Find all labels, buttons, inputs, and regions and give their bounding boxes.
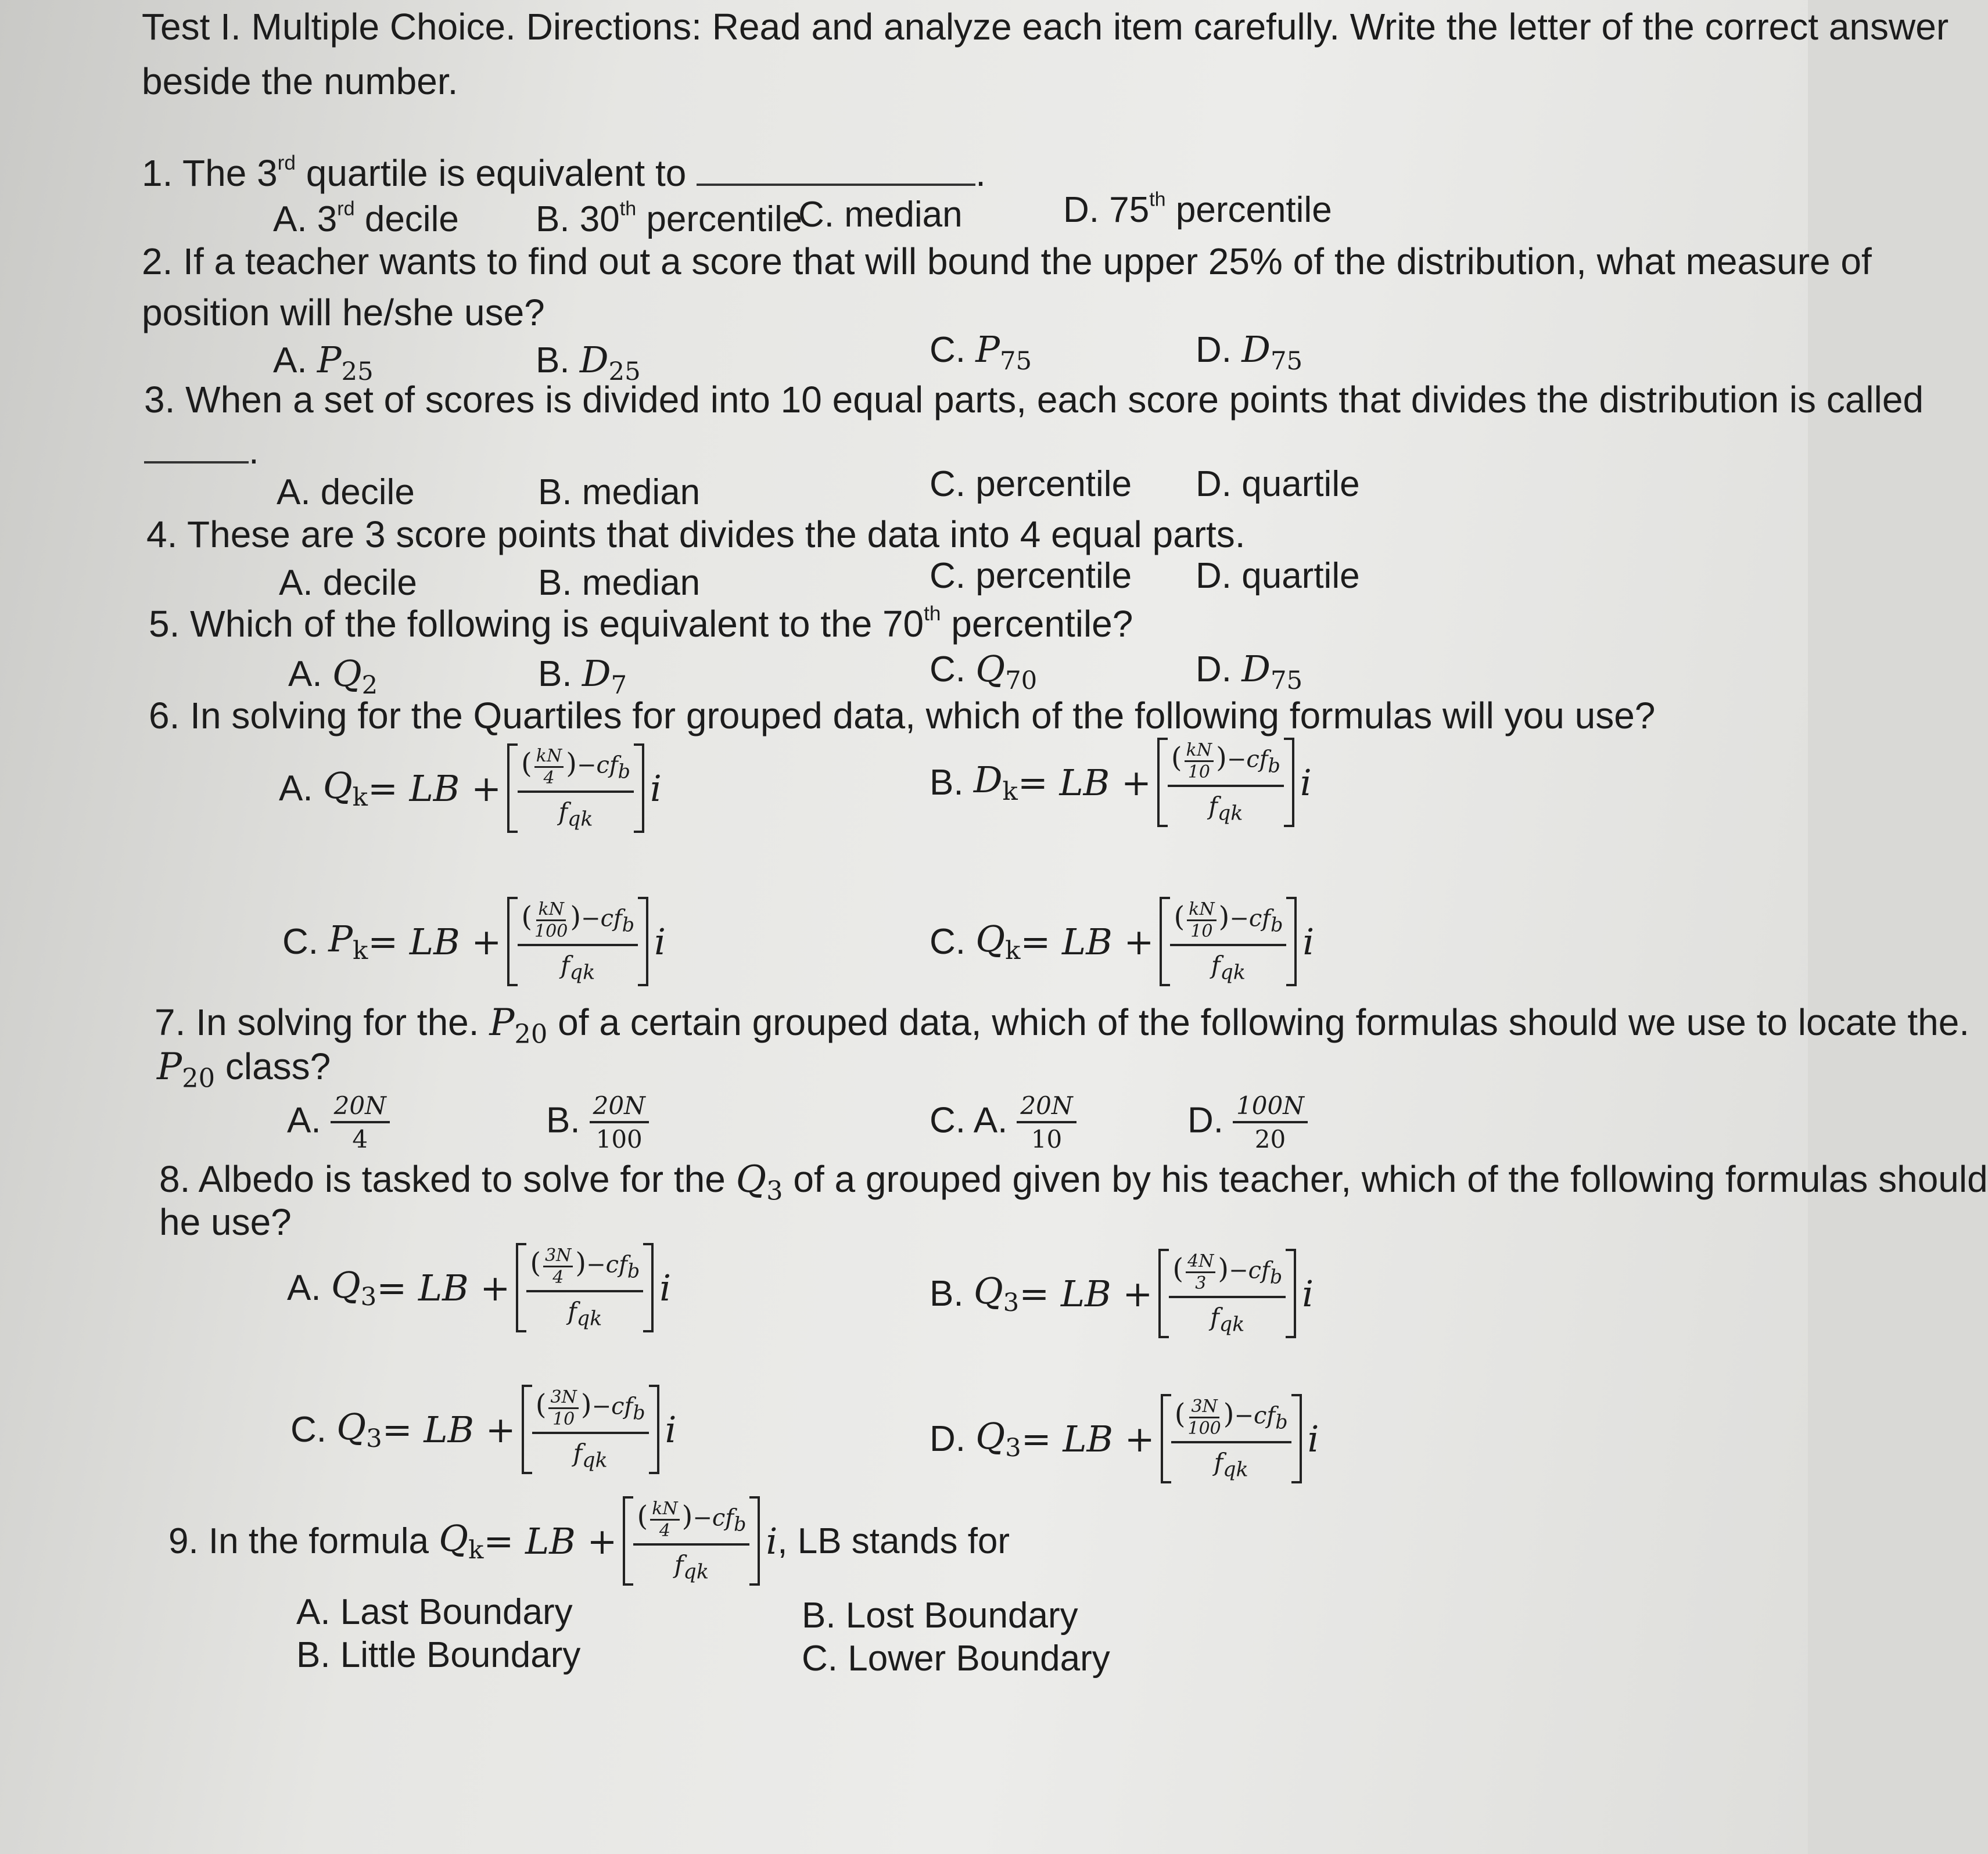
answer-blank: [697, 154, 975, 186]
q6-formula-c: C. $P_k$ = LB + ( $\frac{kN}{100}$ )$-cf_b$ $f_{qk}$ i: [282, 897, 666, 986]
q8-formula-b: B. $Q_3$ = LB + ( $\frac{4N}{3}$ )$-cf_b$ $f_{qk}$ i: [930, 1249, 1314, 1338]
q9-option-b-lost: B. Lost Boundary: [802, 1596, 1078, 1636]
q5-option-a: A. $Q_2$: [288, 652, 378, 700]
question-3-line-1: 3. When a set of scores is divided into 10 equal parts, each score points that divides the distribution is called: [144, 379, 1924, 421]
answer-blank: [144, 432, 249, 464]
question-1: 1. The 3rd quartile is equivalent to .: [142, 151, 986, 194]
q2-option-a: A. $P_{25}$: [273, 339, 374, 387]
q8-formula-c: C. $Q_3$ = LB + ( $\frac{3N}{10}$ )$-cf_b$ $f_{qk}$ i: [290, 1385, 676, 1474]
question-2-line-2: position will he/she use?: [142, 292, 545, 333]
question-9: 9. In the formula $Q_k$ = LB + ( $\frac{kN}{4}$ )$-cf_b$ $f_{qk}$ i , LB stands for: [168, 1496, 1010, 1586]
q7-option-a: A. $\frac{20N}{4}$: [287, 1092, 390, 1154]
q1-option-a: A. 3rd decile: [273, 197, 459, 239]
q9-option-a: A. Last Boundary: [296, 1592, 573, 1632]
q4-option-b: B. median: [538, 563, 701, 603]
q6-formula-a: A. $Q_k$ = LB + ( $\frac{kN}{4}$ )$-cf_b$ $f_{qk}$ i: [279, 743, 662, 833]
q3-option-d: D. quartile: [1196, 464, 1360, 504]
q3-option-b: B. median: [538, 472, 701, 512]
q8-formula-a: A. $Q_3$ = LB + ( $\frac{3N}{4}$ )$-cf_b$ $f_{qk}$ i: [287, 1243, 671, 1332]
question-6: 6. In solving for the Quartiles for grouped data, which of the following formulas will you use?: [149, 695, 1656, 736]
q2-option-c: C. $P_{75}$: [930, 328, 1032, 376]
q1-option-c: C. median: [798, 195, 963, 235]
q1-option-b: B. 30th percentile: [536, 197, 803, 239]
q4-option-c: C. percentile: [930, 556, 1132, 596]
q6-formula-b: B. $D_k$ = LB + ( $\frac{kN}{10}$ )$-cf_b$ $f_{qk}$ i: [930, 738, 1312, 827]
q3-option-a: A. decile: [277, 472, 415, 512]
directions-line-2: beside the number.: [142, 60, 458, 102]
q1-option-d: D. 75th percentile: [1063, 188, 1332, 230]
q6-formula-d: C. $Q_k$ = LB + ( $\frac{kN}{10}$ )$-cf_b$ $f_{qk}$ i: [930, 897, 1314, 986]
question-5: 5. Which of the following is equivalent to the 70th percentile?: [149, 602, 1133, 645]
q5-option-d: D. $D_{75}$: [1196, 648, 1303, 696]
question-2-line-1: 2. If a teacher wants to find out a score that will bound the upper 25% of the distribution, what measure of: [142, 240, 1872, 282]
question-3-blank: .: [144, 430, 259, 473]
q9-option-b-little: B. Little Boundary: [296, 1635, 581, 1675]
q5-option-b: B. $D_7$: [538, 652, 627, 700]
q3-option-c: C. percentile: [930, 464, 1132, 504]
q7-option-c: C. A. $\frac{20N}{10}$: [930, 1092, 1076, 1154]
question-7-line-2: $P_{20}$ class?: [157, 1045, 331, 1094]
question-7-line-1: 7. In solving for the. $P_{20}$ of a certain grouped data, which of the following formulas should we use to locate the.: [155, 1001, 1970, 1050]
q4-option-a: A. decile: [279, 563, 417, 603]
directions-line-1: Test I. Multiple Choice. Directions: Read and analyze each item carefully. Write the letter of the correct answer: [142, 6, 1949, 48]
q7-option-b: B. $\frac{20N}{100}$: [546, 1092, 649, 1154]
question-8-line-1: 8. Albedo is tasked to solve for the $Q_3$ of a grouped given by his teacher, which of the following formulas should: [159, 1158, 1988, 1206]
q2-option-b: B. $D_{25}$: [536, 339, 641, 387]
question-8-line-2: he use?: [159, 1201, 292, 1243]
question-4: 4. These are 3 score points that divides the data into 4 equal parts.: [146, 513, 1246, 555]
q9-option-c: C. Lower Boundary: [802, 1639, 1110, 1679]
q8-formula-d: D. $Q_3$ = LB + ( $\frac{3N}{100}$ )$-cf_b$ $f_{qk}$ i: [930, 1394, 1319, 1483]
q2-option-d: D. $D_{75}$: [1196, 328, 1303, 376]
q4-option-d: D. quartile: [1196, 556, 1360, 596]
q7-option-d: D. $\frac{100N}{20}$: [1187, 1092, 1308, 1154]
q5-option-c: C. $Q_{70}$: [930, 648, 1038, 696]
